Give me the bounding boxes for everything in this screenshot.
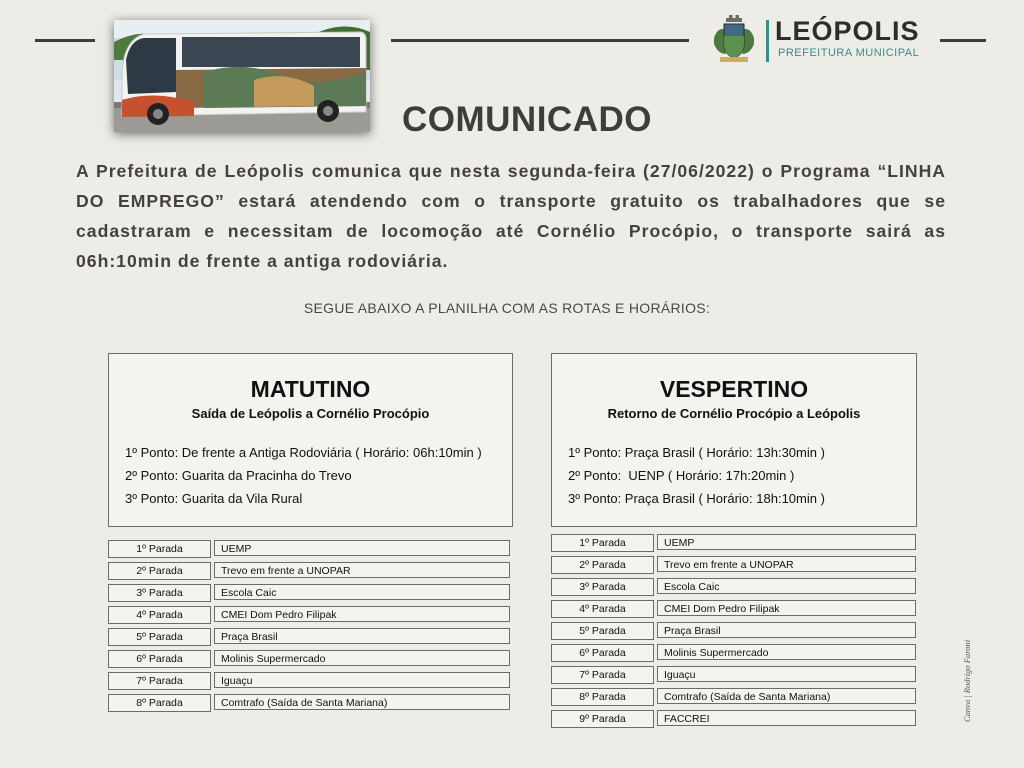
logo-divider xyxy=(766,20,769,62)
stop-place: CMEI Dom Pedro Filipak xyxy=(657,600,916,616)
stop-place: UEMP xyxy=(214,540,510,556)
stop-label: 7º Parada xyxy=(551,666,654,684)
stop-place: Iguaçu xyxy=(214,672,510,688)
matutino-point: 2º Ponto: Guarita da Pracinha do Trevo xyxy=(125,468,352,483)
city-subtitle: PREFEITURA MUNICIPAL xyxy=(778,47,920,59)
vespertino-point: 3º Ponto: Praça Brasil ( Horário: 18h:10min ) xyxy=(568,491,825,506)
stop-label: 6º Parada xyxy=(551,644,654,662)
stop-label: 1º Parada xyxy=(108,540,211,558)
stop-label: 8º Parada xyxy=(551,688,654,706)
stop-label: 4º Parada xyxy=(108,606,211,624)
matutino-point: 3º Ponto: Guarita da Vila Rural xyxy=(125,491,303,506)
matutino-box xyxy=(108,353,513,527)
header-rule-left xyxy=(35,39,95,42)
page-heading: COMUNICADO xyxy=(402,100,652,139)
stop-label: 7º Parada xyxy=(108,672,211,690)
vespertino-box xyxy=(551,353,917,527)
stop-place: Comtrafo (Saída de Santa Mariana) xyxy=(657,688,916,704)
header-rule-center xyxy=(391,39,689,42)
matutino-route: Saída de Leópolis a Cornélio Procópio xyxy=(191,406,430,421)
stop-place: Trevo em frente a UNOPAR xyxy=(214,562,510,578)
stop-place: Escola Caic xyxy=(214,584,510,600)
coat-of-arms-logo xyxy=(712,14,756,64)
intro-paragraph: A Prefeitura de Leópolis comunica que nesta segunda-feira (27/06/2022) o Programa “LINHA DO EMPREGO” estará atendendo com o transporte gratuito os trabalhadores que se cadastraram e necessitam de locomoção até Cornélio Procópio, o transporte sairá as 06h:10min de frente a antiga rodoviária. xyxy=(76,161,946,271)
stop-label: 3º Parada xyxy=(551,578,654,596)
stop-label: 4º Parada xyxy=(551,600,654,618)
stop-place: Escola Caic xyxy=(657,578,916,594)
matutino-point: 1º Ponto: De frente a Antiga Rodoviária ( Horário: 06h:10min ) xyxy=(125,445,482,460)
stop-label: 5º Parada xyxy=(551,622,654,640)
stop-place: CMEI Dom Pedro Filipak xyxy=(214,606,510,622)
vespertino-point: 2º Ponto: UENP ( Horário: 17h:20min ) xyxy=(568,468,795,483)
vespertino-title: VESPERTINO xyxy=(659,376,809,402)
stop-place: Molinis Supermercado xyxy=(657,644,916,660)
stop-label: 3º Parada xyxy=(108,584,211,602)
stop-place: Praça Brasil xyxy=(214,628,510,644)
header-rule-right xyxy=(940,39,986,42)
stop-place: Comtrafo (Saída de Santa Mariana) xyxy=(214,694,510,710)
city-name: LEÓPOLIS xyxy=(775,16,920,46)
stop-place: Trevo em frente a UNOPAR xyxy=(657,556,916,572)
vespertino-route: Retorno de Cornélio Procópio a Leópolis xyxy=(607,406,861,421)
stop-label: 1º Parada xyxy=(551,534,654,552)
stop-place: UEMP xyxy=(657,534,916,550)
stop-label: 5º Parada xyxy=(108,628,211,646)
stop-label: 9º Parada xyxy=(551,710,654,728)
stop-place: Praça Brasil xyxy=(657,622,916,638)
schedule-subtitle: SEGUE ABAIXO A PLANILHA COM AS ROTAS E HORÁRIOS: xyxy=(303,300,711,316)
stop-place: Molinis Supermercado xyxy=(214,650,510,666)
design-credit: Canva | Rodrigo Faroni xyxy=(962,639,972,722)
stop-label: 2º Parada xyxy=(108,562,211,580)
stop-label: 2º Parada xyxy=(551,556,654,574)
stop-label: 6º Parada xyxy=(108,650,211,668)
stop-place: Iguaçu xyxy=(657,666,916,682)
stop-label: 8º Parada xyxy=(108,694,211,712)
stop-place: FACCREI xyxy=(657,710,916,726)
vespertino-point: 1º Ponto: Praça Brasil ( Horário: 13h:30min ) xyxy=(568,445,825,460)
matutino-title: MATUTINO xyxy=(250,376,371,402)
